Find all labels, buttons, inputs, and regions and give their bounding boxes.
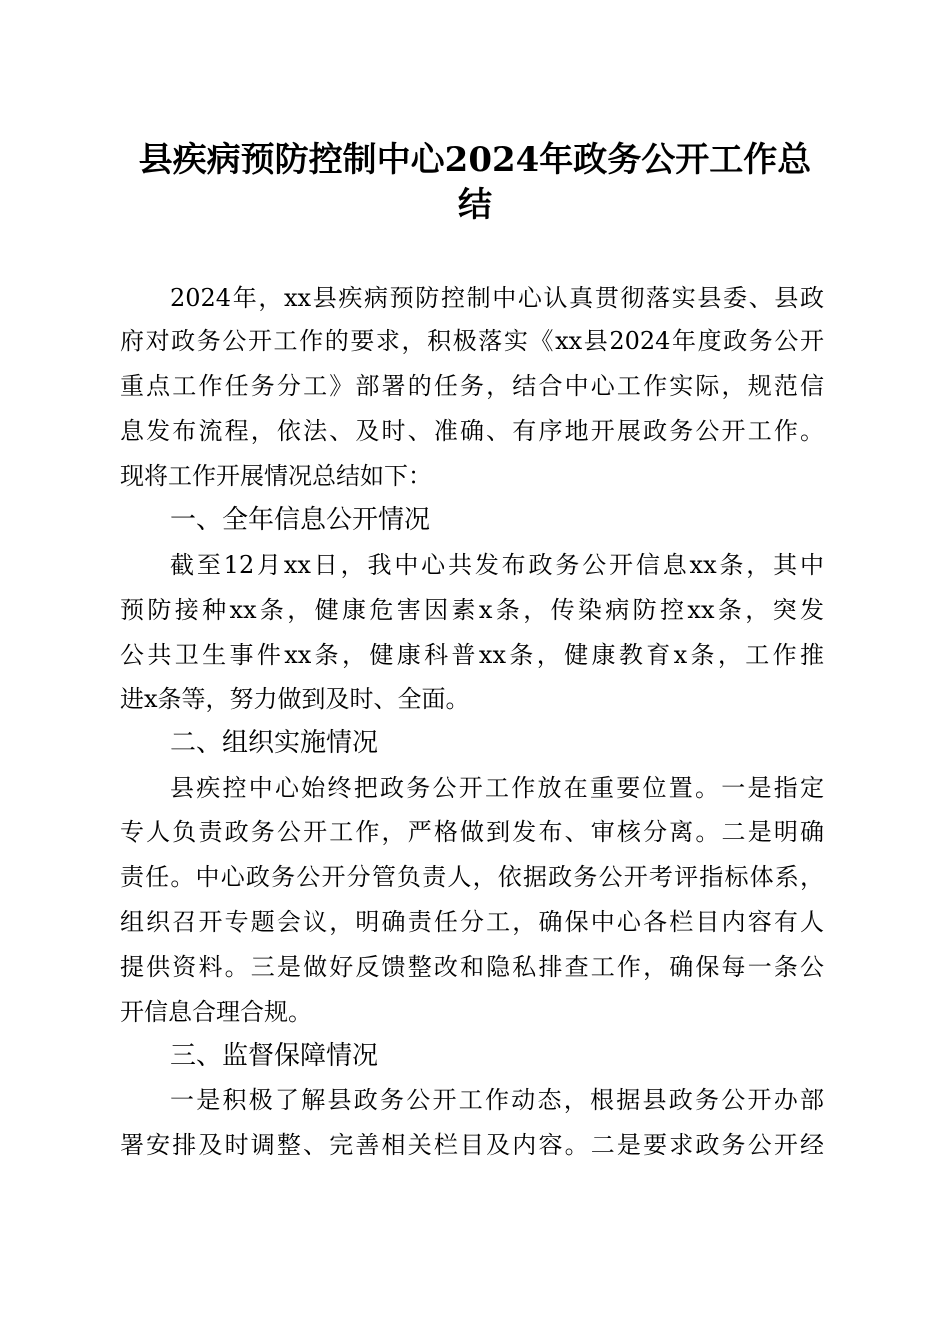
section-heading-3: 三、监督保障情况 bbox=[170, 1041, 379, 1071]
intro-line: 现将工作开展情况总结如下： bbox=[120, 462, 432, 490]
section-1-line: 预防接种xx条，健康危害因素x条，传染病防控xx条，突发 bbox=[120, 596, 824, 624]
section-2-line: 专人负责政务公开工作，严格做到发布、审核分离。二是明确 bbox=[120, 818, 824, 846]
intro-line: 重点工作任务分工》部署的任务，结合中心工作实际，规范信 bbox=[120, 372, 824, 400]
section-1-line: 截至12月xx日，我中心共发布政务公开信息xx条，其中 bbox=[170, 551, 824, 579]
section-1-line: 公共卫生事件xx条，健康科普xx条，健康教育x条，工作推 bbox=[120, 641, 824, 669]
section-3-line: 署安排及时调整、完善相关栏目及内容。二是要求政务公开经 bbox=[120, 1131, 824, 1159]
intro-line: 府对政务公开工作的要求，积极落实《xx县2024年度政务公开 bbox=[120, 327, 824, 355]
document-title-line-2: 结 bbox=[458, 185, 492, 225]
section-heading-1: 一、全年信息公开情况 bbox=[170, 505, 431, 535]
section-2-line: 开信息合理合规。 bbox=[120, 998, 312, 1026]
section-heading-2: 二、组织实施情况 bbox=[170, 728, 379, 758]
section-2-line: 县疾控中心始终把政务公开工作放在重要位置。一是指定 bbox=[170, 774, 824, 802]
section-2-line: 提供资料。三是做好反馈整改和隐私排查工作，确保每一条公 bbox=[120, 953, 824, 981]
section-1-line: 进x条等，努力做到及时、全面。 bbox=[120, 685, 470, 713]
intro-line: 2024年，xx县疾病预防控制中心认真贯彻落实县委、县政 bbox=[170, 284, 824, 312]
intro-line: 息发布流程，依法、及时、准确、有序地开展政务公开工作。 bbox=[120, 417, 824, 445]
section-3-line: 一是积极了解县政务公开工作动态，根据县政务公开办部 bbox=[170, 1086, 824, 1114]
section-2-line: 组织召开专题会议，明确责任分工，确保中心各栏目内容有人 bbox=[120, 908, 824, 936]
section-2-line: 责任。中心政务公开分管负责人，依据政务公开考评指标体系， bbox=[120, 863, 824, 891]
document-title-line-1: 县疾病预防控制中心2024年政务公开工作总 bbox=[138, 140, 812, 180]
